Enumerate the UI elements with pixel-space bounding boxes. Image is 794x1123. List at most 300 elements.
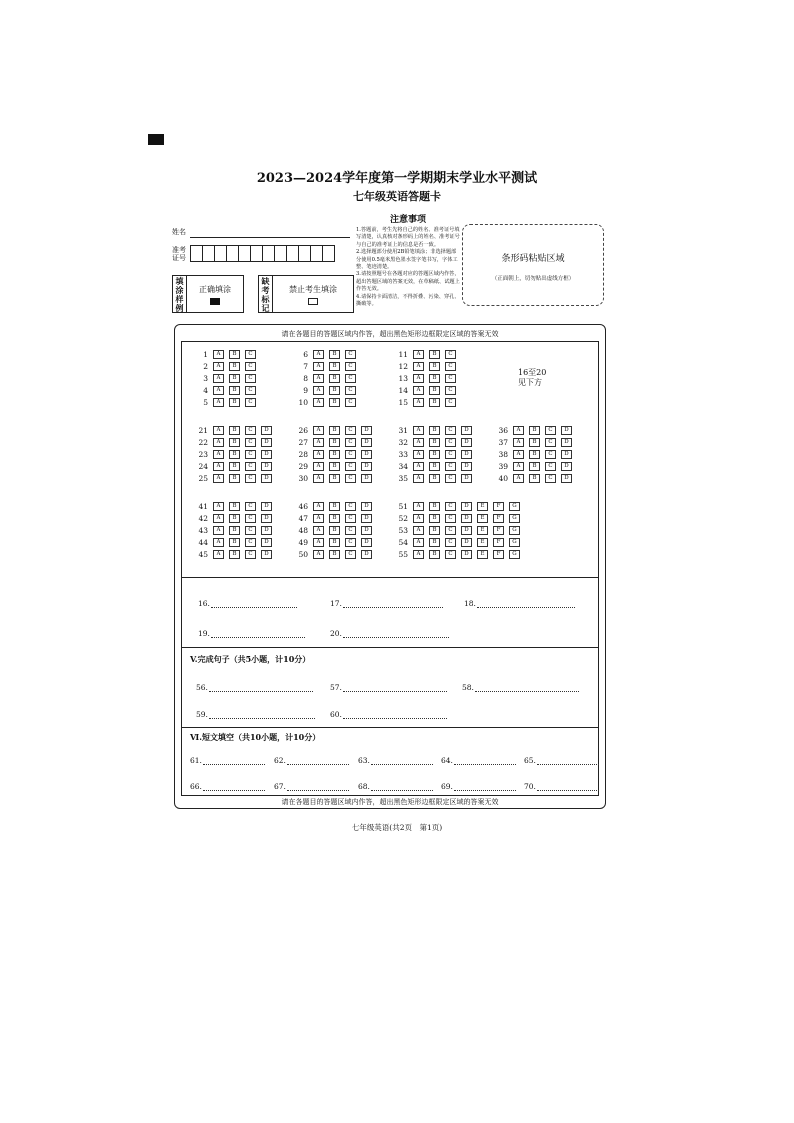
question-46: [296, 502, 377, 511]
option-bubble-c[interactable]: C: [445, 398, 456, 407]
q16-blank[interactable]: [211, 601, 297, 608]
option-bubble-b[interactable]: B: [429, 550, 440, 559]
option-bubble-a[interactable]: A: [413, 474, 424, 483]
option-bubble-a[interactable]: A: [413, 462, 424, 471]
option-bubble-d[interactable]: D: [361, 502, 372, 511]
option-bubble-c[interactable]: C: [245, 502, 256, 511]
option-bubble-f[interactable]: F: [493, 538, 504, 547]
option-bubble-c[interactable]: C: [545, 426, 556, 435]
option-bubble-c[interactable]: C: [245, 474, 256, 483]
question-30: [296, 474, 377, 483]
option-bubble-d[interactable]: D: [261, 514, 272, 523]
option-bubble-d[interactable]: D: [261, 550, 272, 559]
option-bubble-b[interactable]: B: [229, 462, 240, 471]
question-number: 36: [498, 426, 508, 435]
option-bubble-f[interactable]: F: [493, 514, 504, 523]
q57-number: 57.: [330, 683, 342, 692]
option-bubble-a[interactable]: A: [213, 538, 224, 547]
option-bubble-b[interactable]: B: [329, 450, 340, 459]
option-bubble-c[interactable]: C: [245, 462, 256, 471]
option-bubble-d[interactable]: D: [461, 426, 472, 435]
option-bubble-a[interactable]: A: [313, 450, 324, 459]
question-29: [296, 462, 377, 471]
question-3: [196, 374, 261, 383]
option-bubble-c[interactable]: C: [545, 450, 556, 459]
option-bubble-b[interactable]: B: [229, 450, 240, 459]
option-bubble-b[interactable]: B: [229, 350, 240, 359]
option-bubble-b[interactable]: B: [229, 538, 240, 547]
option-bubble-c[interactable]: C: [345, 474, 356, 483]
option-bubble-d[interactable]: D: [261, 462, 272, 471]
option-bubble-b[interactable]: B: [229, 438, 240, 447]
option-bubble-d[interactable]: D: [561, 450, 572, 459]
option-bubble-a[interactable]: A: [513, 426, 524, 435]
option-bubble-b[interactable]: B: [329, 538, 340, 547]
q58-blank[interactable]: [475, 685, 579, 692]
option-bubble-c[interactable]: C: [445, 450, 456, 459]
option-bubble-d[interactable]: D: [461, 474, 472, 483]
option-bubble-a[interactable]: A: [513, 438, 524, 447]
option-bubble-e[interactable]: E: [477, 526, 488, 535]
q63-number: 63.: [358, 756, 370, 765]
option-bubble-c[interactable]: C: [245, 386, 256, 395]
question-52: [396, 514, 525, 523]
option-bubble-c[interactable]: C: [345, 450, 356, 459]
option-bubble-c[interactable]: C: [445, 362, 456, 371]
option-bubble-b[interactable]: B: [329, 398, 340, 407]
option-bubble-b[interactable]: B: [429, 474, 440, 483]
q18-number: 18.: [464, 599, 476, 608]
page-footer: 七年级英语(共2页 第1页): [351, 823, 443, 832]
q68-blank[interactable]: [371, 784, 433, 791]
exam-id-digit-box[interactable]: [322, 245, 335, 262]
page-subtitle: 七年级英语答题卡: [353, 190, 441, 203]
q67-blank[interactable]: [287, 784, 349, 791]
question-51: [396, 502, 525, 511]
option-bubble-a[interactable]: A: [213, 426, 224, 435]
option-bubble-b[interactable]: B: [329, 374, 340, 383]
option-bubble-a[interactable]: A: [213, 502, 224, 511]
option-bubble-d[interactable]: D: [261, 526, 272, 535]
option-bubble-a[interactable]: A: [313, 550, 324, 559]
option-bubble-d[interactable]: D: [461, 538, 472, 547]
option-bubble-c[interactable]: C: [445, 462, 456, 471]
option-bubble-d[interactable]: D: [361, 514, 372, 523]
option-bubble-a[interactable]: A: [313, 538, 324, 547]
option-bubble-a[interactable]: A: [213, 386, 224, 395]
q57-blank[interactable]: [343, 685, 447, 692]
option-bubble-g[interactable]: G: [509, 502, 520, 511]
option-bubble-c[interactable]: C: [445, 374, 456, 383]
q62-blank[interactable]: [287, 758, 349, 765]
question-number: 43: [198, 526, 208, 535]
question-number: 48: [298, 526, 308, 535]
option-bubble-a[interactable]: A: [213, 450, 224, 459]
option-bubble-a[interactable]: A: [413, 374, 424, 383]
question-number: 4: [203, 386, 208, 395]
option-bubble-c[interactable]: C: [245, 538, 256, 547]
option-bubble-b[interactable]: B: [429, 398, 440, 407]
q17-blank[interactable]: [343, 601, 443, 608]
name-field[interactable]: [190, 232, 350, 238]
q64-blank[interactable]: [454, 758, 516, 765]
option-bubble-b[interactable]: B: [429, 462, 440, 471]
option-bubble-b[interactable]: B: [529, 474, 540, 483]
q20-blank[interactable]: [343, 631, 449, 638]
option-bubble-b[interactable]: B: [229, 526, 240, 535]
option-bubble-b[interactable]: B: [229, 502, 240, 511]
question-21: [196, 426, 277, 435]
question-number: 51: [398, 502, 408, 511]
option-bubble-a[interactable]: A: [413, 438, 424, 447]
option-bubble-c[interactable]: C: [345, 362, 356, 371]
option-bubble-c[interactable]: C: [445, 550, 456, 559]
section-6: [181, 728, 599, 796]
q63-blank[interactable]: [371, 758, 433, 765]
question-31: [396, 426, 477, 435]
option-bubble-a[interactable]: A: [213, 474, 224, 483]
option-bubble-a[interactable]: A: [213, 374, 224, 383]
option-bubble-a[interactable]: A: [413, 450, 424, 459]
option-bubble-c[interactable]: C: [245, 438, 256, 447]
question-number: 6: [303, 350, 308, 359]
option-bubble-f[interactable]: F: [493, 550, 504, 559]
option-bubble-c[interactable]: C: [345, 514, 356, 523]
option-bubble-a[interactable]: A: [313, 386, 324, 395]
option-bubble-b[interactable]: B: [329, 462, 340, 471]
option-bubble-a[interactable]: A: [213, 514, 224, 523]
option-bubble-b[interactable]: B: [229, 474, 240, 483]
option-bubble-a[interactable]: A: [413, 526, 424, 535]
option-bubble-b[interactable]: B: [329, 474, 340, 483]
question-number: 45: [198, 550, 208, 559]
option-bubble-b[interactable]: B: [329, 426, 340, 435]
option-bubble-c[interactable]: C: [345, 502, 356, 511]
option-bubble-b[interactable]: B: [329, 350, 340, 359]
option-bubble-e[interactable]: E: [477, 502, 488, 511]
option-bubble-a[interactable]: A: [313, 514, 324, 523]
option-bubble-a[interactable]: A: [313, 462, 324, 471]
question-number: 42: [198, 514, 208, 523]
instructions-body: 1.答题前，考生先将自己的姓名、准考证号填写清楚，认真核对条形码上的姓名、准考证号与自己的准考证上的信息是否一致。 2.选择题部分使用2B铅笔填涂；非选择题部分使用0.5毫米黑色墨水签字笔书写，字体工整、笔迹清楚。 3.请按照题号在各题对应的答题区域内作答，超出答题区域的答案无效，在草稿纸、试题上作答无效。 4.请保持卡面清洁，不得折叠、污染、穿孔、撕破等。: [356, 227, 460, 308]
q69-blank[interactable]: [454, 784, 516, 791]
option-bubble-a[interactable]: A: [313, 426, 324, 435]
option-bubble-c[interactable]: C: [245, 514, 256, 523]
q19-number: 19.: [198, 629, 210, 638]
option-bubble-c[interactable]: C: [245, 398, 256, 407]
option-bubble-d[interactable]: D: [261, 426, 272, 435]
option-bubble-a[interactable]: A: [413, 550, 424, 559]
option-bubble-a[interactable]: A: [313, 398, 324, 407]
option-bubble-c[interactable]: C: [445, 474, 456, 483]
option-bubble-c[interactable]: C: [245, 350, 256, 359]
option-bubble-a[interactable]: A: [213, 550, 224, 559]
exam-id-boxes[interactable]: [190, 245, 334, 262]
option-bubble-a[interactable]: A: [313, 502, 324, 511]
option-bubble-a[interactable]: A: [213, 438, 224, 447]
option-bubble-a[interactable]: A: [413, 426, 424, 435]
option-bubble-a[interactable]: A: [413, 398, 424, 407]
question-number: 11: [398, 350, 408, 359]
option-bubble-b[interactable]: B: [429, 362, 440, 371]
option-bubble-c[interactable]: C: [445, 526, 456, 535]
question-number: 13: [398, 374, 408, 383]
option-bubble-d[interactable]: D: [461, 550, 472, 559]
question-number: 32: [398, 438, 408, 447]
option-bubble-a[interactable]: A: [213, 362, 224, 371]
option-bubble-c[interactable]: C: [345, 538, 356, 547]
section-5-heading: V.完成句子（共5小题，计10分）: [190, 654, 311, 664]
q56-blank[interactable]: [209, 685, 313, 692]
question-41: [196, 502, 277, 511]
q64-number: 64.: [441, 756, 453, 765]
option-bubble-d[interactable]: D: [361, 550, 372, 559]
option-bubble-f[interactable]: F: [493, 526, 504, 535]
option-bubble-g[interactable]: G: [509, 514, 520, 523]
option-bubble-b[interactable]: B: [429, 514, 440, 523]
question-49: [296, 538, 377, 547]
question-number: 46: [298, 502, 308, 511]
option-bubble-b[interactable]: B: [229, 398, 240, 407]
option-bubble-a[interactable]: A: [213, 526, 224, 535]
option-bubble-a[interactable]: A: [513, 462, 524, 471]
option-bubble-a[interactable]: A: [513, 474, 524, 483]
option-bubble-b[interactable]: B: [529, 462, 540, 471]
option-bubble-c[interactable]: C: [245, 526, 256, 535]
option-bubble-b[interactable]: B: [329, 550, 340, 559]
option-bubble-c[interactable]: C: [345, 426, 356, 435]
q19-blank[interactable]: [211, 631, 305, 638]
question-25: [196, 474, 277, 483]
question-42: [196, 514, 277, 523]
option-bubble-a[interactable]: A: [313, 438, 324, 447]
option-bubble-e[interactable]: E: [477, 538, 488, 547]
question-27: [296, 438, 377, 447]
option-bubble-c[interactable]: C: [445, 502, 456, 511]
option-bubble-c[interactable]: C: [345, 398, 356, 407]
q18-blank[interactable]: [477, 601, 575, 608]
q65-number: 65.: [524, 756, 536, 765]
q70-blank[interactable]: [537, 784, 599, 791]
option-bubble-c[interactable]: C: [545, 438, 556, 447]
option-bubble-b[interactable]: B: [329, 362, 340, 371]
option-bubble-c[interactable]: C: [545, 474, 556, 483]
q69-number: 69.: [441, 782, 453, 791]
option-bubble-a[interactable]: A: [313, 374, 324, 383]
option-bubble-b[interactable]: B: [329, 386, 340, 395]
option-bubble-b[interactable]: B: [229, 362, 240, 371]
question-number: 50: [298, 550, 308, 559]
option-bubble-b[interactable]: B: [329, 514, 340, 523]
option-bubble-a[interactable]: A: [513, 450, 524, 459]
option-bubble-c[interactable]: C: [445, 514, 456, 523]
option-bubble-b[interactable]: B: [429, 426, 440, 435]
option-bubble-a[interactable]: A: [413, 514, 424, 523]
option-bubble-g[interactable]: G: [509, 526, 520, 535]
question-number: 21: [198, 426, 208, 435]
option-bubble-d[interactable]: D: [561, 426, 572, 435]
option-bubble-d[interactable]: D: [461, 502, 472, 511]
q59-blank[interactable]: [209, 712, 315, 719]
option-bubble-a[interactable]: A: [313, 526, 324, 535]
option-bubble-d[interactable]: D: [561, 462, 572, 471]
option-bubble-b[interactable]: B: [429, 374, 440, 383]
option-bubble-a[interactable]: A: [413, 386, 424, 395]
option-bubble-b[interactable]: B: [529, 450, 540, 459]
option-bubble-c[interactable]: C: [245, 450, 256, 459]
question-number: 28: [298, 450, 308, 459]
option-bubble-c[interactable]: C: [245, 550, 256, 559]
option-bubble-b[interactable]: B: [429, 538, 440, 547]
option-bubble-d[interactable]: D: [561, 474, 572, 483]
q56-number: 56.: [196, 683, 208, 692]
option-bubble-b[interactable]: B: [529, 426, 540, 435]
instructions-title: 注意事项: [389, 215, 426, 225]
question-number: 40: [498, 474, 508, 483]
barcode-title: 条形码粘贴区域: [501, 254, 565, 264]
q60-number: 60.: [330, 710, 342, 719]
option-bubble-c[interactable]: C: [345, 438, 356, 447]
option-bubble-d[interactable]: D: [361, 462, 372, 471]
absent-mark-box[interactable]: [308, 298, 318, 305]
question-53: [396, 526, 525, 535]
option-bubble-d[interactable]: D: [261, 502, 272, 511]
boundary-note-top: 请在各题目的答题区域内作答，超出黑色矩形边框限定区域的答案无效: [281, 330, 499, 338]
option-bubble-d[interactable]: D: [461, 462, 472, 471]
option-bubble-c[interactable]: C: [345, 386, 356, 395]
option-bubble-c[interactable]: C: [345, 462, 356, 471]
option-bubble-d[interactable]: D: [261, 538, 272, 547]
option-bubble-d[interactable]: D: [361, 474, 372, 483]
registration-mark: [148, 134, 164, 145]
option-bubble-d[interactable]: D: [361, 526, 372, 535]
option-bubble-g[interactable]: G: [509, 538, 520, 547]
option-bubble-c[interactable]: C: [345, 526, 356, 535]
option-bubble-d[interactable]: D: [361, 450, 372, 459]
question-number: 44: [198, 538, 208, 547]
question-number: 52: [398, 514, 408, 523]
exam-id-label: 准考证号: [172, 246, 186, 262]
option-bubble-a[interactable]: A: [313, 350, 324, 359]
option-bubble-f[interactable]: F: [493, 502, 504, 511]
option-bubble-d[interactable]: D: [361, 426, 372, 435]
option-bubble-c[interactable]: C: [445, 426, 456, 435]
option-bubble-b[interactable]: B: [229, 426, 240, 435]
option-bubble-b[interactable]: B: [529, 438, 540, 447]
option-bubble-b[interactable]: B: [429, 502, 440, 511]
question-13: [396, 374, 461, 383]
option-bubble-a[interactable]: A: [313, 474, 324, 483]
boundary-note-bottom: 请在各题目的答题区域内作答，超出黑色矩形边框限定区域的答案无效: [281, 798, 499, 806]
option-bubble-d[interactable]: D: [261, 450, 272, 459]
option-bubble-a[interactable]: A: [413, 538, 424, 547]
option-bubble-c[interactable]: C: [245, 374, 256, 383]
option-bubble-d[interactable]: D: [261, 474, 272, 483]
question-number: 29: [298, 462, 308, 471]
option-bubble-c[interactable]: C: [445, 438, 456, 447]
option-bubble-g[interactable]: G: [509, 550, 520, 559]
barcode-note: （正面朝上，切勿贴出虚线方框）: [491, 276, 575, 282]
option-bubble-b[interactable]: B: [329, 438, 340, 447]
option-bubble-c[interactable]: C: [445, 350, 456, 359]
question-28: [296, 450, 377, 459]
option-bubble-e[interactable]: E: [477, 514, 488, 523]
option-bubble-b[interactable]: B: [329, 526, 340, 535]
option-bubble-d[interactable]: D: [361, 538, 372, 547]
option-bubble-b[interactable]: B: [429, 438, 440, 447]
option-bubble-c[interactable]: C: [345, 550, 356, 559]
question-11: [396, 350, 461, 359]
option-bubble-b[interactable]: B: [429, 450, 440, 459]
q65-blank[interactable]: [537, 758, 599, 765]
option-bubble-c[interactable]: C: [345, 374, 356, 383]
option-bubble-c[interactable]: C: [245, 426, 256, 435]
question-number: 39: [498, 462, 508, 471]
option-bubble-a[interactable]: A: [213, 398, 224, 407]
option-bubble-b[interactable]: B: [229, 374, 240, 383]
question-22: [196, 438, 277, 447]
question-number: 8: [303, 374, 308, 383]
question-36: [496, 426, 577, 435]
option-bubble-a[interactable]: A: [213, 350, 224, 359]
option-bubble-e[interactable]: E: [477, 550, 488, 559]
question-37: [496, 438, 577, 447]
q61-blank[interactable]: [203, 758, 265, 765]
page-title: 2023—2024学年度第一学期期末学业水平测试: [256, 171, 538, 186]
q66-blank[interactable]: [203, 784, 265, 791]
question-number: 15: [398, 398, 408, 407]
question-number: 25: [198, 474, 208, 483]
option-bubble-d[interactable]: D: [561, 438, 572, 447]
option-bubble-c[interactable]: C: [245, 362, 256, 371]
question-45: [196, 550, 277, 559]
option-bubble-b[interactable]: B: [229, 514, 240, 523]
option-bubble-c[interactable]: C: [345, 350, 356, 359]
option-bubble-d[interactable]: D: [461, 450, 472, 459]
option-bubble-d[interactable]: D: [461, 526, 472, 535]
q16-number: 16.: [198, 599, 210, 608]
option-bubble-d[interactable]: D: [361, 438, 372, 447]
option-bubble-b[interactable]: B: [429, 526, 440, 535]
option-bubble-b[interactable]: B: [229, 386, 240, 395]
option-bubble-d[interactable]: D: [461, 438, 472, 447]
option-bubble-d[interactable]: D: [261, 438, 272, 447]
option-bubble-a[interactable]: A: [313, 362, 324, 371]
option-bubble-c[interactable]: C: [445, 386, 456, 395]
option-bubble-a[interactable]: A: [413, 362, 424, 371]
option-bubble-b[interactable]: B: [329, 502, 340, 511]
question-7: [296, 362, 361, 371]
option-bubble-a[interactable]: A: [413, 502, 424, 511]
option-bubble-a[interactable]: A: [213, 462, 224, 471]
option-bubble-a[interactable]: A: [413, 350, 424, 359]
option-bubble-c[interactable]: C: [545, 462, 556, 471]
q67-number: 67.: [274, 782, 286, 791]
question-2: [196, 362, 261, 371]
option-bubble-b[interactable]: B: [429, 386, 440, 395]
option-bubble-c[interactable]: C: [445, 538, 456, 547]
fill-sample-label: 正确填涂: [199, 285, 231, 294]
option-bubble-d[interactable]: D: [461, 514, 472, 523]
option-bubble-b[interactable]: B: [229, 550, 240, 559]
section-16-20: [181, 578, 599, 648]
option-bubble-b[interactable]: B: [429, 350, 440, 359]
q68-number: 68.: [358, 782, 370, 791]
q60-blank[interactable]: [343, 712, 447, 719]
question-54: [396, 538, 525, 547]
question-number: 34: [398, 462, 408, 471]
section-6-heading: Ⅵ.短文填空（共10小题，计10分）: [190, 732, 321, 742]
